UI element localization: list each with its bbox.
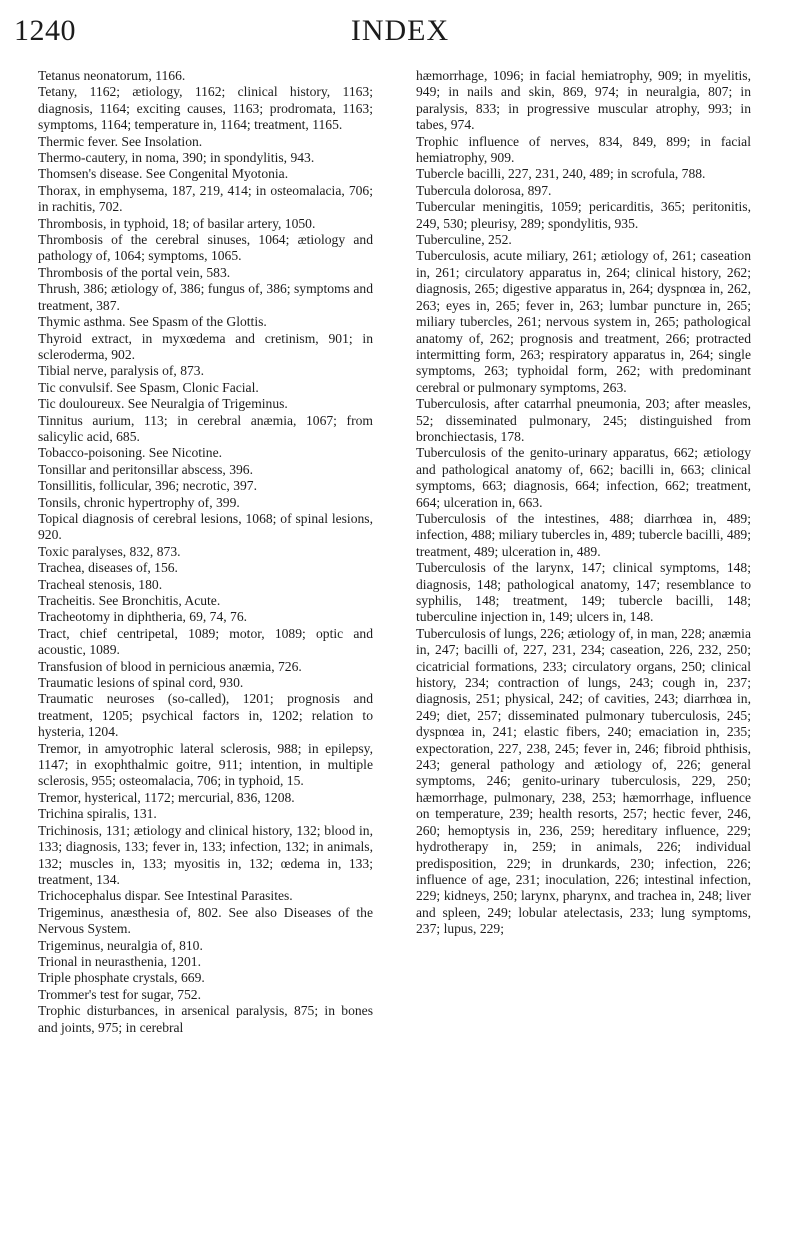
index-entry: Tinnitus aurium, 113; in cerebral anæmia, 1067; from salicylic acid, 685. [38, 412, 373, 444]
index-entry: Trigeminus, neuralgia of, 810. [38, 937, 203, 953]
index-entry: Thermic fever. See Insolation. [38, 133, 203, 149]
index-entry: Tubercula dolorosa, 897. [416, 182, 552, 198]
index-entry: Thrombosis of the cerebral sinuses, 1064; ætiology and pathology of, 1064; symptoms, 1065. [38, 232, 373, 264]
index-entry: Trophic influence of nerves, 834, 849, 899; in facial hemiatrophy, 909. [416, 133, 751, 166]
index-entry: Tonsils, chronic hypertrophy of, 399. [38, 494, 240, 510]
index-entry: Thyroid extract, in myxœdema and cretinism, 901; in scleroderma, 902. [38, 330, 373, 362]
index-entry: Thermo-cautery, in noma, 390; in spondylitis, 943. [38, 150, 315, 166]
index-entry: Tuberculosis of the larynx, 147; clinical symptoms, 148; diagnosis, 148; pathological anatomy, 147; resemblance to syphilis, 148; treatment, 149; tubercle bacilli, 148; tuberculine injection in, 149; ulcers in, 148. [416, 560, 751, 625]
index-entry: Traumatic lesions of spinal cord, 930. [38, 675, 244, 691]
index-entry: Tuberculosis, after catarrhal pneumonia, 203; after measles, 52; disseminated pulmonary, 245; distinguished from bronchiectasis, 178. [416, 396, 751, 444]
index-entry: Tubercle bacilli, 227, 231, 240, 489; in scrofula, 788. [416, 166, 706, 182]
right-column [416, 68, 751, 938]
index-entry: Thrombosis of the portal vein, 583. [38, 264, 231, 280]
index-entry: Thorax, in emphysema, 187, 219, 414; in osteomalacia, 706; in rachitis, 702. [38, 182, 373, 215]
index-entry: Tetany, 1162; ætiology, 1162; clinical history, 1163; diagnosis, 1164; exciting causes, 1163; prodromata, 1163; symptoms, 1164; temperature in, 1164; treatment, 1165. [38, 84, 373, 133]
index-entry: Tuberculosis, acute miliary, 261; ætiology of, 261; caseation in, 261; circulatory apparatus in, 264; clinical history, 262; diagnosis, 265; digestive apparatus in, 264; dyspnœa in, 262, 263; eyes in, 265; fever in, 263; lumbar puncture in, 265; miliary tubercles, 261; nervous system in, 265; pathological anatomy of, 262; prognosis and treatment, 266; protracted intermitting form, 263; respiratory apparatus in, 264; single symptoms, 263; typhoidal form, 262; with predominant cerebral or pulmonary symptoms, 263. [416, 248, 751, 395]
index-entry: Tremor, in amyotrophic lateral sclerosis, 988; in epilepsy, 1147; in exophthalmic goitre, 911; intention, in multiple sclerosis, 955; osteomalacia, 706; in typhoid, 15. [38, 740, 373, 789]
index-entry: Tracheal stenosis, 180. [38, 576, 163, 592]
index-entry: Tobacco-poisoning. See Nicotine. [38, 445, 223, 461]
index-entry: Tubercular meningitis, 1059; pericarditis, 365; peritonitis, 249, 530; pleurisy, 289; spondylitis, 935. [416, 199, 751, 231]
index-entry: Traumatic neuroses (so-called), 1201; prognosis and treatment, 1205; psychical factors in, 1202; relation to hysteria, 1204. [38, 691, 373, 740]
index-entry: Tract, chief centripetal, 1089; motor, 1089; optic and acoustic, 1089. [38, 625, 373, 658]
index-entry: Thomsen's disease. See Congenital Myotonia. [38, 166, 289, 182]
index-entry: Trional in neurasthenia, 1201. [38, 953, 201, 969]
index-entry: Trichina spiralis, 131. [38, 806, 157, 822]
index-entry: Tracheitis. See Bronchitis, Acute. [38, 593, 221, 608]
index-entry: hæmorrhage, 1096; in facial hemiatrophy, 909; in myelitis, 949; in nails and skin, 869, 974; in neuralgia, 807; in paralysis, 833; in progressive muscular atrophy, 993; in tabes, 974. [416, 68, 751, 133]
index-entry: Trophic disturbances, in arsenical paralysis, 875; in bones and joints, 975; in cerebral [38, 1003, 373, 1035]
index-entry: Tonsillar and peritonsillar abscess, 396. [38, 461, 253, 477]
index-entry: Thrombosis, in typhoid, 18; of basilar artery, 1050. [38, 215, 316, 231]
page-header [0, 14, 800, 54]
index-entry: Tic douloureux. See Neuralgia of Trigeminus. [38, 396, 288, 412]
index-entry: Trichinosis, 131; ætiology and clinical history, 132; blood in, 133; diagnosis, 133; fever in, 133; infection, 132; in animals, 132; muscles in, 133; myositis in, 132; œdema in, 133; treatment, 134. [38, 822, 373, 887]
index-entry: Tuberculosis of the genito-urinary apparatus, 662; ætiology and pathological anatomy of, 662; bacilli in, 663; clinical symptoms, 663; diagnosis, 664; infection, 662; treatment, 664; ulceration in, 663. [416, 445, 751, 510]
page-number: 1240 [14, 14, 76, 47]
index-entry: Tremor, hysterical, 1172; mercurial, 836, 1208. [38, 789, 295, 805]
index-entry: Transfusion of blood in pernicious anæmia, 726. [38, 658, 302, 674]
index-entry: Tic convulsif. See Spasm, Clonic Facial. [38, 379, 259, 395]
index-entry: Tuberculine, 252. [416, 232, 512, 248]
index-entry: Tonsillitis, follicular, 396; necrotic, 397. [38, 478, 257, 494]
index-entry: Triple phosphate crystals, 669. [38, 970, 205, 986]
page-title: INDEX [350, 14, 450, 47]
index-entry: Tracheotomy in diphtheria, 69, 74, 76. [38, 609, 248, 625]
index-entry: Thrush, 386; ætiology of, 386; fungus of, 386; symptoms and treatment, 387. [38, 281, 373, 313]
index-entry: Trichocephalus dispar. See Intestinal Parasites. [38, 888, 293, 904]
index-entry: Thymic asthma. See Spasm of the Glottis. [38, 314, 267, 330]
index-entry: Trachea, diseases of, 156. [38, 560, 178, 576]
index-entry: Trigeminus, anæsthesia of, 802. See also Diseases of the Nervous System. [38, 904, 373, 937]
index-entry: Topical diagnosis of cerebral lesions, 1068; of spinal lesions, 920. [38, 510, 373, 543]
index-entry: Tetanus neonatorum, 1166. [38, 68, 186, 83]
index-entry: Toxic paralyses, 832, 873. [38, 543, 181, 559]
left-column [38, 68, 373, 1036]
index-entry: Trommer's test for sugar, 752. [38, 986, 202, 1002]
index-entry: Tuberculosis of the intestines, 488; diarrhœa in, 489; infection, 488; miliary tubercles in, 489; tubercle bacilli, 489; treatment, 489; ulceration in, 489. [416, 510, 751, 559]
index-entry: Tuberculosis of lungs, 226; ætiology of, in man, 228; anæmia in, 247; bacilli of, 227, 231, 234; caseation, 226, 232, 250; cicatricial formations, 233; circulatory organs, 250; clinical history, 234; contraction of lungs, 243; cough in, 237; diagnosis, 251; physical, 242; of cavities, 243; diarrhœa in, 249; diet, 257; disseminated pulmonary tuberculosis, 245; dyspnœa in, 241; elastic fibers, 240; emaciation in, 235; expectoration, 227, 238, 245; fever in, 246; fibroid phthisis, 243; general pathology and ætiology of, 226; general symptoms, 246; genito-urinary tuberculosis, 229, 250; hæmorrhage, pulmonary, 238, 253; hæmorrhage, influence on temperature, 239; health resorts, 257; hectic fever, 246, 260; hemoptysis in, 236, 259; hereditary influence, 229; hydrotherapy in, 259; in animals, 226; individual predisposition, 229; in drunkards, 230; infection, 226; influence of age, 231; inoculation, 226; intestinal infection, 229; kidneys, 250; larynx, pharynx, and trachea in, 248; liver and spleen, 249; lobular atelectasis, 233; lung symptoms, 237; lupus, 229; [416, 625, 751, 937]
index-entry: Tibial nerve, paralysis of, 873. [38, 363, 204, 379]
